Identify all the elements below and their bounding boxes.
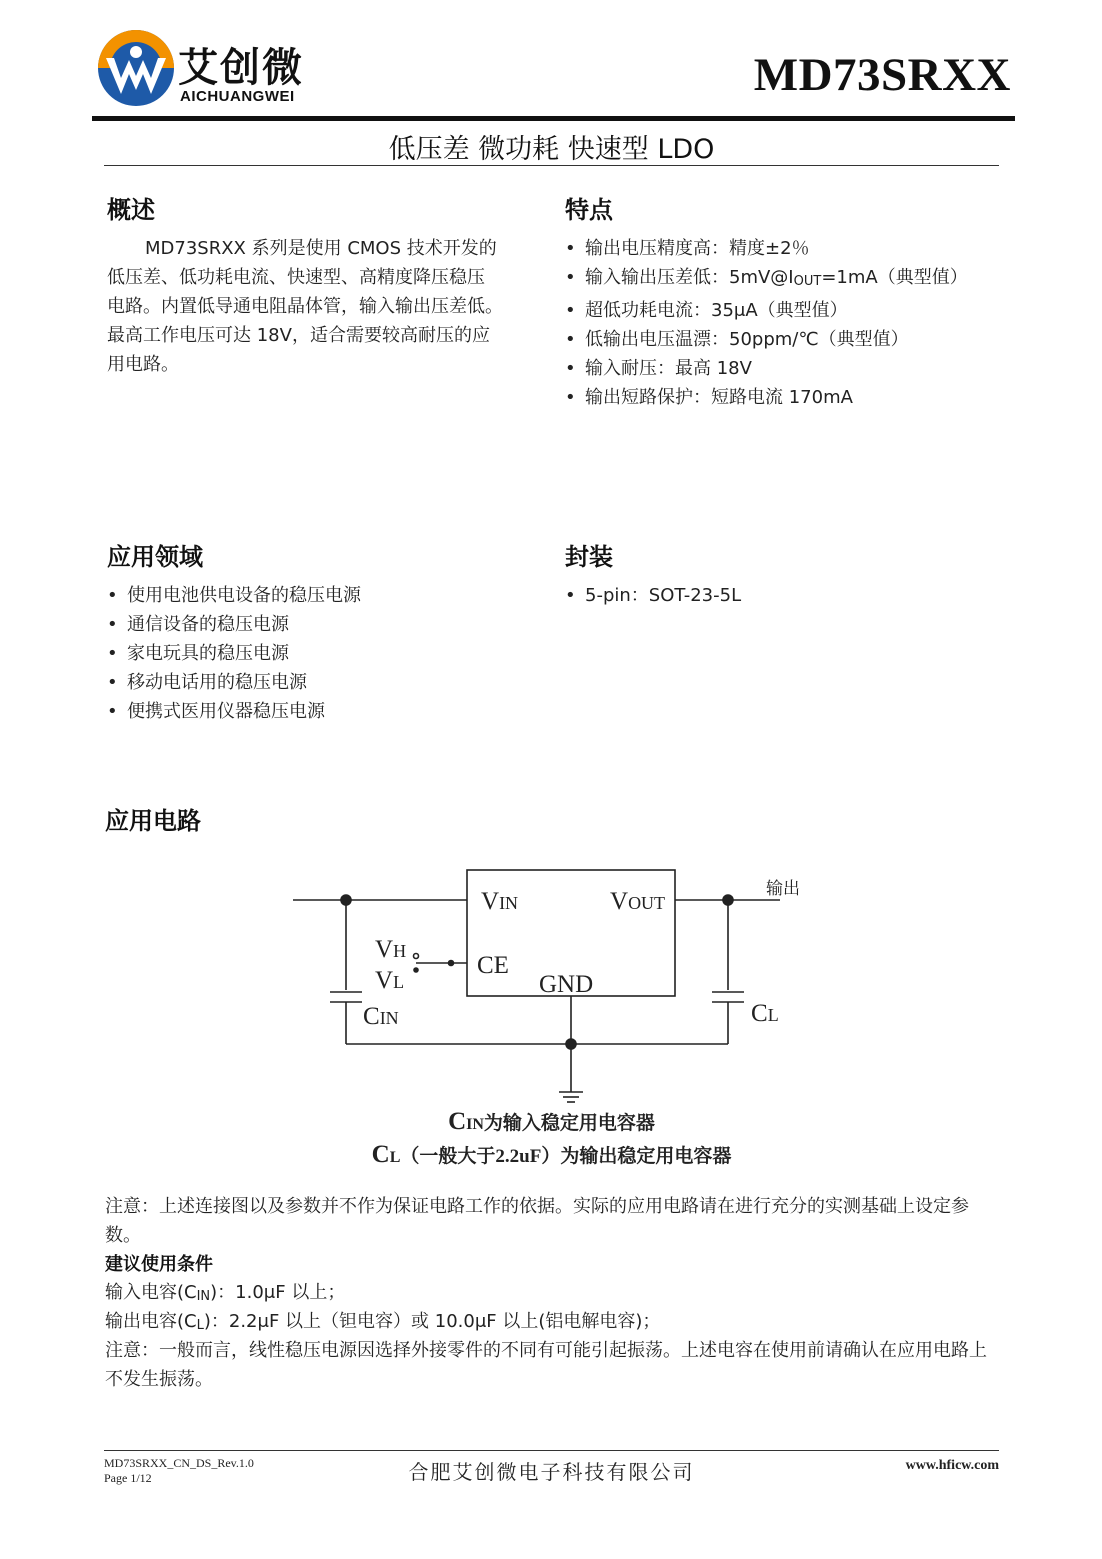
features-heading: 特点	[565, 196, 613, 224]
vl-contact	[414, 968, 418, 972]
circuit-note: 注意：上述连接图以及参数并不作为保证电路工作的依据。实际的应用电路请在进行充分的实测基础上设定参数。	[105, 1196, 969, 1246]
condition-text: 输出电容(C	[105, 1311, 197, 1332]
gnd-junction	[566, 1039, 576, 1049]
caption-c: C	[448, 1108, 467, 1135]
vh-label: VH	[375, 936, 407, 963]
condition-text: 输入电容(C	[105, 1282, 197, 1303]
list-item: • 通信设备的稳压电源	[107, 610, 361, 639]
header-rule	[92, 116, 1015, 121]
list-item: • 5-pin：SOT-23-5L	[565, 581, 741, 610]
document-title: 低压差 微功耗 快速型 LDO	[388, 134, 715, 165]
list-item: • 移动电话用的稳压电源	[107, 668, 361, 697]
application-circuit-diagram	[285, 860, 825, 1110]
footer-rule	[104, 1450, 999, 1451]
overview-line: 电路。内置低导通电阻晶体管，输入输出压差低。	[107, 296, 503, 317]
list-item: • 低输出电压温漂：50ppm/℃（典型值）	[565, 325, 968, 354]
list-item: • 输入耐压：最高 18V	[565, 354, 968, 383]
part-number: MD73SRXX	[753, 49, 1011, 101]
overview-line: 用电路。	[107, 354, 179, 375]
circuit-caption-cl	[104, 1141, 999, 1169]
caption-text: （一般大于2.2uF）为输出稳定用电容器	[400, 1146, 732, 1167]
vh-contact	[414, 954, 419, 959]
list-item: • 使用电池供电设备的稳压电源	[107, 581, 361, 610]
conditions-heading: 建议使用条件	[105, 1254, 213, 1275]
website-link[interactable]: www.hficw.com	[905, 1458, 999, 1473]
vl-label: VL	[375, 967, 405, 994]
feature-subscript: OUT	[793, 274, 822, 289]
caption-c: C	[371, 1141, 390, 1168]
circuit-heading: 应用电路	[105, 807, 201, 835]
brand-name-cn: 艾创微	[178, 45, 304, 91]
ce-label: CE	[477, 952, 509, 979]
caption-sub: L	[389, 1149, 401, 1166]
caption-text: 为输入稳定用电容器	[483, 1113, 655, 1134]
doc-id: MD73SRXX_CN_DS_Rev.1.0	[104, 1456, 254, 1470]
page-number: Page 1/12	[104, 1471, 152, 1485]
oscillation-note: 注意：一般而言，线性稳压电源因选择外接零件的不同有可能引起振荡。上述电容在使用前请确认在应用电路上不发生振荡。	[105, 1340, 987, 1390]
list-item: • 输出电压精度高：精度±2％	[565, 234, 968, 263]
company-logo	[96, 28, 176, 108]
condition-subscript: L	[196, 1318, 204, 1333]
brand-name-en: AICHUANGWEI	[180, 88, 295, 105]
vin-label: VIN	[481, 888, 519, 915]
page-header	[92, 28, 1015, 122]
condition-subscript: IN	[196, 1289, 211, 1304]
applications-heading: 应用领域	[107, 543, 203, 571]
overview-line: MD73SRXX 系列是使用 CMOS 技术开发的	[145, 238, 497, 259]
cl-label: CL	[751, 1000, 779, 1027]
cin-label: CIN	[363, 1003, 399, 1030]
overview-line: 低压差、低功耗电流、快速型、高精度降压稳压	[107, 267, 485, 288]
package-heading: 封装	[565, 543, 613, 571]
list-item: • 家电玩具的稳压电源	[107, 639, 361, 668]
list-item: • 输出短路保护：短路电流 170mA	[565, 383, 968, 412]
features-list	[565, 234, 968, 412]
company-name: 合肥艾创微电子科技有限公司	[408, 1460, 695, 1484]
condition-text: )：1.0μF 以上；	[210, 1282, 346, 1303]
caption-sub: IN	[466, 1116, 484, 1133]
feature-text: 输入输出压差低：5mV@I	[585, 267, 794, 288]
condition-text: )：2.2μF 以上（钽电容）或 10.0μF 以上(铝电解电容)；	[203, 1311, 661, 1332]
overview-heading: 概述	[107, 196, 155, 224]
title-rule	[104, 165, 999, 166]
feature-text-tail: =1mA（典型值）	[821, 267, 968, 288]
package-list	[565, 581, 741, 610]
applications-list	[107, 581, 361, 726]
list-item	[565, 263, 968, 296]
overview-line: 最高工作电压可达 18V，适合需要较高耐压的应	[107, 325, 490, 346]
circuit-caption-cin	[104, 1108, 999, 1136]
list-item: • 便携式医用仪器稳压电源	[107, 697, 361, 726]
ce-junction	[449, 961, 454, 966]
vout-label: VOUT	[610, 888, 666, 915]
list-item: • 超低功耗电流：35μA（典型值）	[565, 296, 968, 325]
gnd-label: GND	[539, 971, 594, 998]
overview-text	[107, 234, 527, 379]
output-label: 输出	[766, 879, 800, 899]
